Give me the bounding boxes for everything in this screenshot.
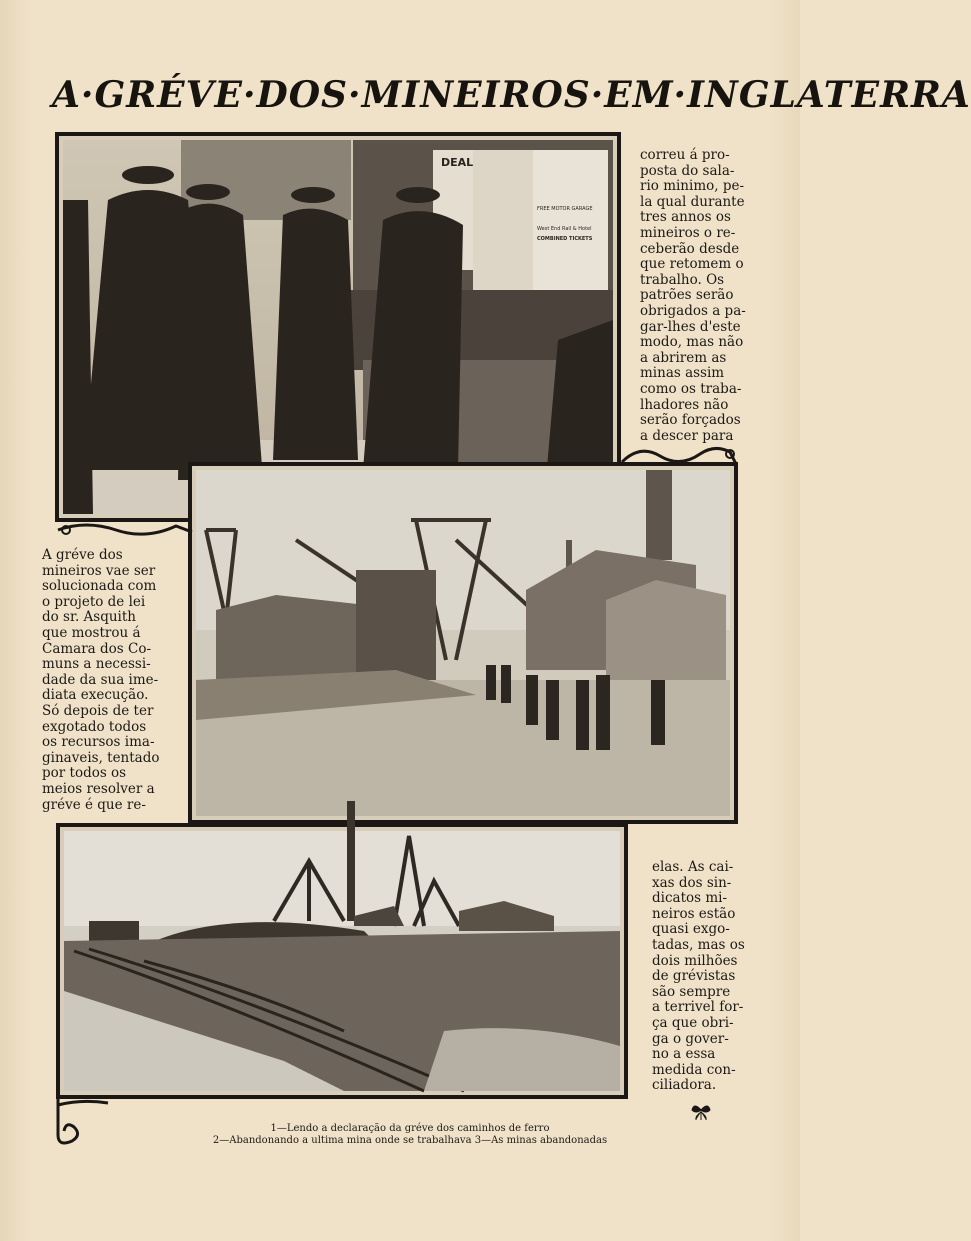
caption-line-1: 1—Lendo a declaração da gréve dos caminhos de ferro <box>270 1123 550 1134</box>
photo-abandoned-mines <box>56 823 628 1099</box>
ornament-scroll-bottom-left <box>52 1095 112 1149</box>
leaf-ornament-icon <box>690 1100 712 1122</box>
text-column-right-top: correu á pro- posta do sala- rio minimo, pe- la qual durante tres annos os mineiros o re- ceberão desde que retomem o trabalho. Os patrões serão obrigados a pa- gar-lhes d'este modo, mas não a abrirem as minas assim como os traba- lhadores não serão forçados a descer para <box>640 147 746 444</box>
caption-line-2: 2—Abandonando a ultima mina onde se trabalhava 3—As minas abandonadas <box>212 1135 608 1146</box>
sign-rail-hotel: West End Rail & Hotel <box>537 226 592 232</box>
photo-caption <box>150 1123 670 1147</box>
text-column-left-middle: A gréve dos mineiros vae ser solucionada com o projeto de lei do sr. Asquith que mostrou á Camara dos Co- muns a necessi- dade da sua ime- diata execução. Só depois de ter exgotado todos os recursos ima- ginaveis, tentado por todos os meios resolver a gréve é que re- <box>42 547 160 813</box>
photo-abandoning-mine <box>188 462 738 824</box>
sign-deal: DEAL <box>441 156 474 169</box>
sign-combined-tickets: COMBINED TICKETS <box>537 236 593 242</box>
page-title: A·GRÉVE·DOS·MINEIROS·EM·INGLATERRA <box>52 74 971 116</box>
text-column-right-bottom: elas. As cai- xas dos sin- dicatos mi- neiros estão quasi exgo- tadas, mas os dois milhões de grévistas são sempre a terrivel for- ça que obri- ga o gover- no a essa medida con- ciliadora. <box>652 859 745 1094</box>
sign-garage: FREE MOTOR GARAGE <box>537 206 593 212</box>
ornament-scroll-left <box>56 518 196 542</box>
